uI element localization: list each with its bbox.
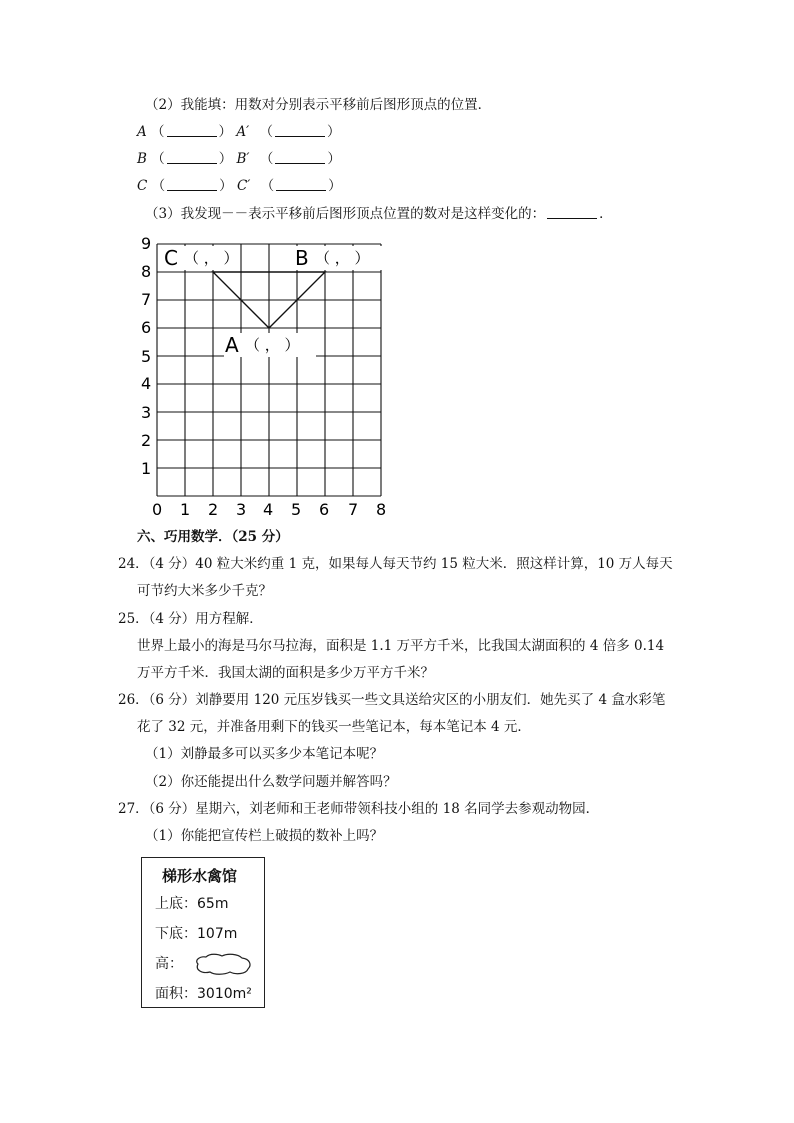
x-tick-1: 1 <box>180 500 191 519</box>
paren-close: ） <box>326 124 341 140</box>
q24-line2: 可节约大米多少千克？ <box>137 583 272 599</box>
point-label: A <box>137 124 147 140</box>
answer-blank[interactable] <box>547 205 597 219</box>
sign-top-label: 上底： <box>155 896 197 912</box>
q23-part2-text: （2）我能填：用数对分别表示平移前后图形顶点的位置． <box>145 97 492 113</box>
sign-bottom-base <box>155 925 237 943</box>
paren-close: ） <box>218 124 233 140</box>
sign-title: 梯形水禽馆 <box>162 867 238 885</box>
answer-blank[interactable] <box>276 177 326 191</box>
y-tick-4: 4 <box>141 374 152 393</box>
paren-open: （ <box>151 178 166 194</box>
point-label: A′ <box>236 124 250 140</box>
grid-lines <box>157 244 381 496</box>
x-tick-3: 3 <box>236 500 247 519</box>
paren-close: ） <box>328 178 342 194</box>
sign-area-value: 3010m² <box>197 986 252 1002</box>
part3-prompt: （3）我发现－－表示平移前后图形顶点位置的数对是这样变化的： <box>145 206 546 222</box>
y-tick-6: 6 <box>141 318 152 337</box>
x-tick-8: 8 <box>376 500 387 519</box>
answer-blank[interactable] <box>167 150 217 164</box>
y-tick-5: 5 <box>141 347 152 366</box>
vertex-c-pair: （ ， ） <box>184 249 239 267</box>
point-label: B <box>137 151 147 167</box>
coordinate-grid <box>130 232 400 522</box>
part3-period: ． <box>599 206 613 222</box>
q26-line3: （1）刘静最多可以买多少本笔记本呢？ <box>145 746 384 762</box>
q23-part3-text <box>145 205 613 223</box>
x-tick-2: 2 <box>208 500 219 519</box>
coord-row-c <box>137 177 342 195</box>
q25-line1: 25．（4 分）用方程解． <box>118 611 263 627</box>
answer-blank[interactable] <box>167 123 217 137</box>
answer-blank[interactable] <box>167 177 217 191</box>
q27-line1: 27．（6 分）星期六，刘老师和王老师带领科技小组的 18 名同学去参观动物园． <box>118 801 600 817</box>
answer-blank[interactable] <box>275 150 325 164</box>
pond-sign-board <box>141 857 265 1008</box>
sign-top-value: 65m <box>197 896 229 912</box>
sign-area <box>155 985 252 1003</box>
q26-line1: 26．（6 分）刘静要用 120 元压岁钱买一些文具送给灾区的小朋友们．她先买了 4 盒水彩笔 <box>118 692 666 708</box>
q25-line3: 万平方千米．我国太湖的面积是多少万平方千米？ <box>137 665 434 681</box>
sign-bottom-label: 下底： <box>155 926 197 942</box>
vertex-b-pair: （ ， ） <box>315 249 370 267</box>
q25-line2: 世界上最小的海是马尔马拉海，面积是 1.1 万平方千米，比我国太湖面积的 4 倍多 0.14 <box>137 638 665 654</box>
q24-line1: 24．（4 分）40 粒大米约重 1 克，如果每人每天节约 15 粒大米．照这样计算，10 万人每天 <box>118 556 673 572</box>
y-axis-ticks <box>141 234 151 478</box>
paren-open: （ <box>151 124 165 140</box>
vertex-a-label: A <box>225 333 239 357</box>
paren-close: ） <box>327 151 341 167</box>
paren-close: ） <box>218 151 233 167</box>
coord-row-b <box>137 150 341 168</box>
sign-height-label: 高： <box>155 956 183 972</box>
y-tick-1: 1 <box>141 459 152 478</box>
y-tick-7: 7 <box>141 290 152 309</box>
section-6-title: 六、巧用数学．（25 分） <box>137 529 289 545</box>
sign-top-base <box>155 895 228 913</box>
q26-line4: （2）你还能提出什么数学问题并解答吗？ <box>145 774 397 790</box>
q26-line2: 花了 32 元，并准备用剩下的钱买一些笔记本，每本笔记本 4 元． <box>137 719 531 735</box>
y-tick-8: 8 <box>141 262 152 281</box>
sign-area-label: 面积： <box>155 986 197 1002</box>
point-label: C′ <box>236 178 251 194</box>
y-tick-3: 3 <box>141 403 152 422</box>
x-tick-6: 6 <box>319 500 330 519</box>
paren-open: （ <box>259 151 274 167</box>
paren-open: （ <box>259 124 273 140</box>
vertex-a-pair: （ ， ） <box>245 336 300 354</box>
paren-close: ） <box>219 178 233 194</box>
vertex-c-label: C <box>164 246 178 270</box>
answer-blank[interactable] <box>275 123 325 137</box>
x-tick-0: 0 <box>152 500 163 519</box>
paren-open: （ <box>151 151 165 167</box>
sign-height <box>155 955 183 973</box>
point-label: B′ <box>236 151 250 167</box>
x-axis-ticks <box>152 500 386 519</box>
coord-row-a <box>137 123 340 141</box>
x-tick-7: 7 <box>348 500 359 519</box>
x-tick-5: 5 <box>291 500 302 519</box>
q27-line2: （1）你能把宣传栏上破损的数补上吗？ <box>145 828 384 844</box>
y-tick-2: 2 <box>141 431 152 450</box>
x-tick-4: 4 <box>263 500 274 519</box>
torn-hole-icon <box>192 950 254 978</box>
paren-open: （ <box>260 178 275 194</box>
y-tick-9: 9 <box>141 234 152 253</box>
sign-bottom-value: 107m <box>197 926 238 942</box>
vertex-b-label: B <box>295 246 309 270</box>
point-label: C <box>137 178 148 194</box>
